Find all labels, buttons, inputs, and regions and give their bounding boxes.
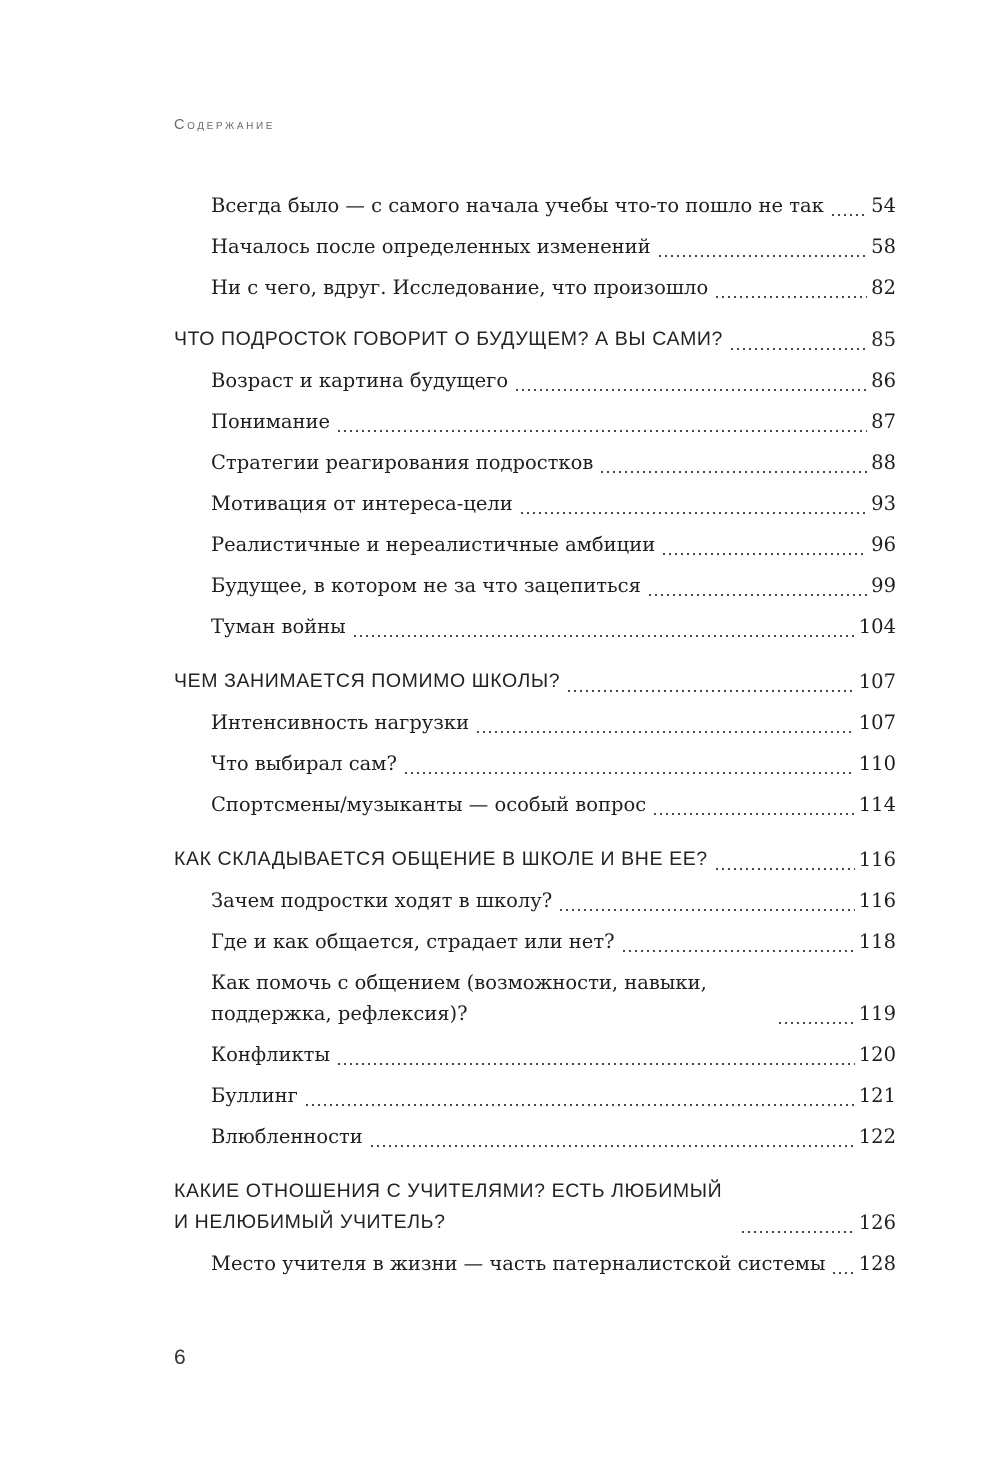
toc-entry — [174, 875, 896, 916]
toc-entry — [174, 1111, 896, 1152]
dot-leader — [830, 190, 867, 221]
dot-leader — [652, 789, 855, 820]
toc-entry-page: 54 — [871, 194, 896, 217]
toc-entry-page: 58 — [871, 235, 896, 258]
dot-leader — [403, 748, 855, 779]
dot-leader — [621, 926, 855, 957]
toc-entry-page: 114 — [858, 793, 896, 816]
toc-entry — [174, 519, 896, 560]
toc-entry-title: Зачем подростки ходят в школу? — [211, 889, 553, 912]
toc-entry — [174, 1029, 896, 1070]
dot-leader — [558, 885, 855, 916]
running-head: Содержание — [174, 117, 276, 133]
dot-leader — [777, 998, 855, 1029]
dot-leader — [352, 611, 855, 642]
toc-entry-title: Конфликты — [211, 1043, 330, 1066]
toc-entry-page: 85 — [871, 328, 896, 351]
dot-leader — [336, 1039, 855, 1070]
dot-leader — [714, 272, 867, 303]
toc-entry-page: 116 — [858, 889, 896, 912]
table-of-contents — [174, 180, 896, 1279]
toc-entry — [174, 221, 896, 262]
toc-entry — [174, 601, 896, 642]
toc-entry-title: Место учителя в жизни — часть патерналистской системы — [211, 1252, 826, 1275]
toc-entry-page: 107 — [858, 711, 896, 734]
toc-entry — [174, 396, 896, 437]
dot-leader — [566, 666, 855, 697]
toc-entry — [174, 738, 896, 779]
toc-entry-title: Ни с чего, вдруг. Исследование, что произошло — [211, 276, 709, 299]
toc-entry-title: КАК СКЛАДЫВАЕТСЯ ОБЩЕНИЕ В ШКОЛЕ И ВНЕ ЕЕ? — [174, 848, 708, 870]
toc-entry-page: 96 — [871, 533, 896, 556]
toc-entry-title: КАКИЕ ОТНОШЕНИЯ С УЧИТЕЛЯМИ? ЕСТЬ ЛЮБИМЫЙ И НЕЛЮБИМЫЙ УЧИТЕЛЬ? — [174, 1180, 723, 1233]
toc-entry — [174, 180, 896, 221]
toc-entry-page: 110 — [858, 752, 896, 775]
toc-entry — [174, 1238, 896, 1279]
toc-entry-page: 104 — [858, 615, 896, 638]
dot-leader — [740, 1207, 855, 1238]
toc-entry — [174, 957, 896, 1029]
dot-leader — [647, 570, 867, 601]
toc-entry-page: 119 — [858, 1002, 896, 1025]
toc-entry — [174, 262, 896, 303]
toc-entry-title: Спортсмены/музыканты — особый вопрос — [211, 793, 647, 816]
dot-leader — [657, 231, 868, 262]
dot-leader — [729, 324, 867, 355]
toc-entry-title: Буллинг — [211, 1084, 298, 1107]
toc-entry-page: 87 — [871, 410, 896, 433]
toc-entry — [174, 478, 896, 519]
toc-entry-page: 88 — [871, 451, 896, 474]
toc-entry-title: Где и как общается, страдает или нет? — [211, 930, 615, 953]
toc-entry-title: ЧТО ПОДРОСТОК ГОВОРИТ О БУДУЩЕМ? А ВЫ САМИ? — [174, 328, 723, 350]
dot-leader — [336, 406, 867, 437]
dot-leader — [369, 1121, 855, 1152]
toc-entry-title: Интенсивность нагрузки — [211, 711, 470, 734]
toc-chapter — [174, 314, 896, 355]
toc-entry-page: 107 — [858, 670, 896, 693]
toc-entry-page: 126 — [858, 1211, 896, 1234]
toc-entry — [174, 437, 896, 478]
toc-entry-page: 93 — [871, 492, 896, 515]
toc-entry-page: 122 — [858, 1125, 896, 1148]
toc-entry-title: ЧЕМ ЗАНИМАЕТСЯ ПОМИМО ШКОЛЫ? — [174, 670, 561, 692]
toc-entry-title: Возраст и картина будущего — [211, 369, 509, 392]
toc-entry — [174, 916, 896, 957]
dot-leader — [599, 447, 867, 478]
toc-entry — [174, 355, 896, 396]
dot-leader — [514, 365, 867, 396]
toc-entry-title: Стратегии реагирования подростков — [211, 451, 594, 474]
toc-entry-title: Влюбленности — [211, 1125, 363, 1148]
toc-entry-title: Мотивация от интереса-цели — [211, 492, 513, 515]
toc-entry-title: Всегда было — с самого начала учебы что-то пошло не так — [211, 194, 824, 217]
page-number: 6 — [174, 1346, 186, 1369]
toc-entry-page: 82 — [871, 276, 896, 299]
toc-entry-page: 120 — [858, 1043, 896, 1066]
dot-leader — [475, 707, 855, 738]
dot-leader — [519, 488, 867, 519]
toc-entry — [174, 779, 896, 820]
toc-entry-page: 99 — [871, 574, 896, 597]
toc-entry-page: 121 — [858, 1084, 896, 1107]
toc-entry-title: Как помочь с общением (возможности, навыки, поддержка, рефлексия)? — [211, 971, 707, 1025]
dot-leader — [831, 1248, 854, 1279]
toc-entry-page: 118 — [858, 930, 896, 953]
toc-entry-title: Началось после определенных изменений — [211, 235, 651, 258]
toc-entry — [174, 697, 896, 738]
toc-entry — [174, 560, 896, 601]
toc-entry-title: Туман войны — [211, 615, 346, 638]
toc-chapter — [174, 1166, 896, 1238]
toc-entry-title: Понимание — [211, 410, 331, 433]
toc-chapter — [174, 656, 896, 697]
toc-entry — [174, 1070, 896, 1111]
toc-chapter — [174, 834, 896, 875]
toc-entry-page: 128 — [858, 1252, 896, 1275]
toc-entry-title: Будущее, в котором не за что зацепиться — [211, 574, 641, 597]
toc-entry-title: Что выбирал сам? — [211, 752, 397, 775]
toc-entry-title: Реалистичные и нереалистичные амбиции — [211, 533, 656, 556]
toc-entry-page: 116 — [858, 848, 896, 871]
dot-leader — [661, 529, 867, 560]
toc-entry-page: 86 — [871, 369, 896, 392]
dot-leader — [304, 1080, 855, 1111]
dot-leader — [714, 844, 855, 875]
